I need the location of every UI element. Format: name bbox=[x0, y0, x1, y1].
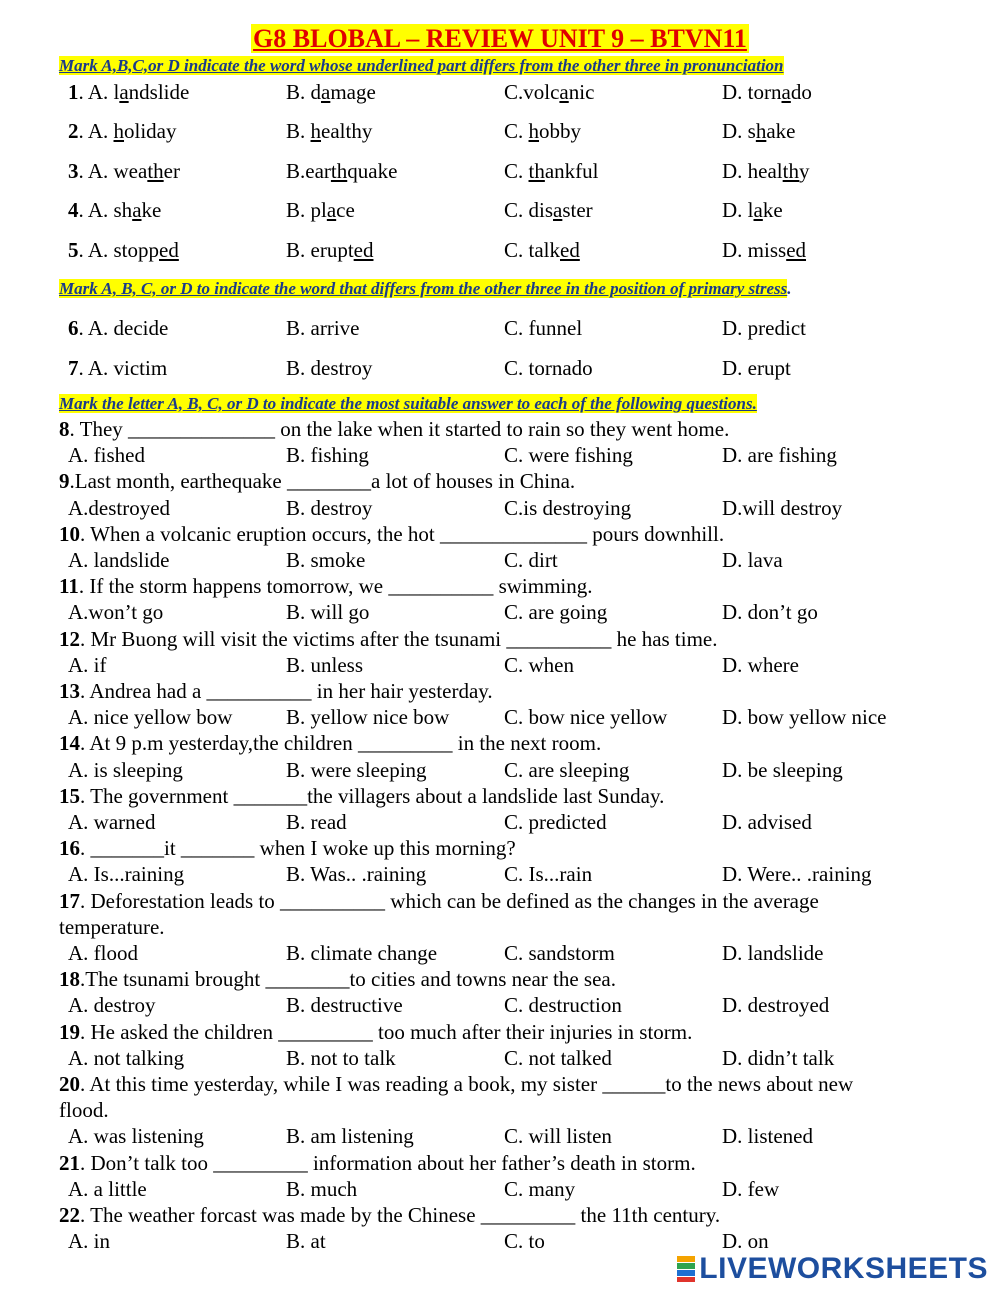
option-a: 6. A. decide bbox=[68, 316, 169, 340]
underlined-part: h bbox=[310, 119, 322, 143]
question-stem bbox=[59, 1071, 853, 1097]
option-c: C. hobby bbox=[504, 119, 582, 143]
option-c: C.volcanic bbox=[504, 80, 595, 104]
option-d: D. few bbox=[722, 1176, 780, 1201]
underlined-part: a bbox=[326, 198, 337, 222]
question-number: 1 bbox=[68, 80, 79, 104]
question-text: . Andrea had a __________ in her hair yesterday. bbox=[80, 679, 493, 703]
option-c: C. are going bbox=[504, 600, 608, 625]
question-number: 22 bbox=[59, 1203, 80, 1227]
option-b: B.earthquake bbox=[286, 159, 398, 183]
question-text: .The tsunami brought ________to cities and towns near the sea. bbox=[80, 967, 616, 992]
answer-row bbox=[0, 861, 1000, 887]
question-number: 16 bbox=[59, 836, 80, 861]
option-c: C. predicted bbox=[504, 810, 607, 834]
option-a: A. landslide bbox=[68, 548, 170, 572]
question-number: 11 bbox=[59, 574, 79, 599]
option-b: B. arrive bbox=[286, 316, 360, 340]
question-number: 18 bbox=[59, 967, 80, 992]
question-text: . The government _______the villagers about a landslide last Sunday. bbox=[80, 783, 665, 808]
option-b: B. at bbox=[286, 1229, 326, 1254]
underlined-part: a bbox=[781, 80, 791, 104]
underlined-part: h bbox=[113, 119, 125, 143]
option-b: B. yellow nice bow bbox=[286, 705, 450, 730]
option-c: C. Is...rain bbox=[504, 862, 593, 887]
question-text: . Deforestation leads to __________ which can be defined as the changes in the average bbox=[80, 888, 819, 913]
instruction-text: Mark A, B, C, or D to indicate the word that differs from the other three in the position of primary stress bbox=[59, 279, 788, 298]
option-b: B. fishing bbox=[286, 443, 369, 468]
option-a: A. in bbox=[68, 1229, 110, 1254]
question-text: . When a volcanic eruption occurs, the hot ______________ pours downhill. bbox=[80, 521, 725, 546]
answer-row bbox=[0, 1123, 1000, 1149]
option-b: B. climate change bbox=[286, 941, 438, 965]
option-d: D. on bbox=[722, 1229, 769, 1254]
option-c: C. are sleeping bbox=[504, 757, 630, 782]
option-c: C. when bbox=[504, 652, 574, 677]
question-stem bbox=[59, 783, 664, 809]
option-a: A. a little bbox=[68, 1176, 147, 1201]
question-text-continued: temperature. bbox=[59, 914, 165, 939]
question-row bbox=[0, 315, 1000, 341]
option-b: B. not to talk bbox=[286, 1045, 396, 1070]
option-d: D. didn’t talk bbox=[722, 1045, 835, 1070]
option-c: C. disaster bbox=[504, 198, 593, 222]
underlined-part: th bbox=[330, 159, 348, 183]
answer-row bbox=[0, 1228, 1000, 1254]
answer-row bbox=[0, 1045, 1000, 1071]
option-c: C. will listen bbox=[504, 1124, 612, 1149]
question-stem bbox=[59, 521, 724, 547]
option-a: A. Is...raining bbox=[68, 862, 185, 887]
question-number: 5 bbox=[68, 238, 79, 262]
option-b: B. place bbox=[286, 198, 355, 222]
question-number: 21 bbox=[59, 1150, 80, 1175]
option-d: D.will destroy bbox=[722, 495, 843, 520]
option-c: C. to bbox=[504, 1229, 545, 1254]
option-a: 3. A. weather bbox=[68, 159, 180, 183]
underlined-part: th bbox=[528, 159, 545, 183]
question-number: 12 bbox=[59, 626, 80, 651]
instruction-text: Mark A,B,C,or D indicate the word whose underlined part differs from the other three in pronunciation bbox=[59, 56, 784, 75]
option-d: D. healthy bbox=[722, 159, 810, 183]
question-number: 6 bbox=[68, 316, 79, 340]
question-number: 14 bbox=[59, 731, 80, 756]
answer-row bbox=[0, 442, 1000, 468]
answer-row bbox=[0, 992, 1000, 1018]
answer-row bbox=[0, 495, 1000, 521]
option-b: B. destroy bbox=[286, 356, 373, 380]
option-b: B. smoke bbox=[286, 548, 366, 572]
question-text: .Last month, earthequake ________a lot of houses in China. bbox=[69, 469, 576, 494]
question-text: . He asked the children _________ too much after their injuries in storm. bbox=[80, 1019, 693, 1044]
option-d: D. predict bbox=[722, 316, 806, 340]
underlined-part: a bbox=[132, 198, 142, 222]
underlined-part: a bbox=[559, 80, 569, 104]
option-a: 4. A. shake bbox=[68, 198, 162, 222]
option-d: D. erupt bbox=[722, 356, 791, 380]
option-d: D. missed bbox=[722, 238, 807, 262]
option-c: C. thankful bbox=[504, 159, 599, 183]
option-c: C. destruction bbox=[504, 993, 622, 1018]
underlined-part: th bbox=[147, 159, 164, 183]
question-number: 17 bbox=[59, 888, 80, 913]
instruction-text: Mark the letter A, B, C, or D to indicate the most suitable answer to each of the following questions. bbox=[59, 394, 757, 413]
underlined-part: a bbox=[321, 80, 331, 104]
option-b: B. erupted bbox=[286, 238, 374, 262]
question-text: . _______it _______ when I woke up this morning? bbox=[80, 836, 516, 861]
question-number: 19 bbox=[59, 1019, 80, 1044]
option-a: A. warned bbox=[68, 810, 156, 834]
answer-row bbox=[0, 1176, 1000, 1202]
option-b: B. destroy bbox=[286, 495, 373, 520]
option-d: D. landslide bbox=[722, 941, 824, 965]
question-text: . At this time yesterday, while I was reading a book, my sister ______to the news about new bbox=[80, 1072, 854, 1096]
question-stem bbox=[59, 730, 601, 756]
option-d: D. don’t go bbox=[722, 600, 818, 625]
question-text: . At 9 p.m yesterday,the children _________ in the next room. bbox=[80, 731, 602, 756]
question-text: . If the storm happens tomorrow, we __________ swimming. bbox=[78, 574, 593, 599]
option-b: B. were sleeping bbox=[286, 757, 427, 782]
question-text: . The weather forcast was made by the Chinese _________ the 11th century. bbox=[80, 1203, 721, 1227]
answer-row bbox=[0, 652, 1000, 678]
question-stem bbox=[59, 835, 516, 861]
question-number: 4 bbox=[68, 198, 79, 222]
underlined-part: th bbox=[782, 159, 799, 183]
question-text-continued: flood. bbox=[59, 1098, 109, 1123]
question-stem bbox=[59, 1150, 696, 1176]
answer-row bbox=[0, 704, 1000, 730]
option-a: 7. A. victim bbox=[68, 356, 168, 380]
liveworksheets-logo bbox=[677, 1252, 988, 1286]
option-b: B. read bbox=[286, 810, 347, 834]
logo-text: LIVEWORKSHEETS bbox=[699, 1252, 988, 1285]
option-d: D. bow yellow nice bbox=[722, 705, 887, 730]
question-number: 2 bbox=[68, 119, 79, 143]
underlined-part: a bbox=[753, 198, 763, 222]
question-stem bbox=[59, 888, 819, 914]
question-number: 13 bbox=[59, 679, 80, 703]
question-row bbox=[0, 158, 1000, 184]
question-stem bbox=[59, 416, 729, 442]
option-c: C.is destroying bbox=[504, 495, 632, 520]
option-a: A.won’t go bbox=[68, 600, 164, 625]
option-c: C. bow nice yellow bbox=[504, 705, 668, 730]
option-c: C. tornado bbox=[504, 356, 593, 380]
option-c: C. sandstorm bbox=[504, 941, 615, 965]
option-a: A. fished bbox=[68, 443, 145, 468]
option-b: B. will go bbox=[286, 600, 370, 625]
question-number: 20 bbox=[59, 1072, 80, 1096]
option-d: D. are fishing bbox=[722, 443, 837, 468]
question-text: . They ______________ on the lake when it started to rain so they went home. bbox=[69, 417, 730, 441]
option-d: D. tornado bbox=[722, 80, 812, 104]
option-c: C. not talked bbox=[504, 1045, 612, 1070]
answer-row bbox=[0, 757, 1000, 783]
option-d: D. shake bbox=[722, 119, 796, 143]
option-a: A. not talking bbox=[68, 1045, 185, 1070]
question-stem bbox=[59, 678, 493, 704]
underlined-part: h bbox=[755, 119, 767, 143]
option-a: A. destroy bbox=[68, 993, 156, 1018]
option-c: C. were fishing bbox=[504, 443, 633, 468]
question-stem bbox=[59, 1019, 692, 1045]
option-a: A. was listening bbox=[68, 1124, 204, 1149]
question-number: 9 bbox=[59, 469, 70, 494]
option-a: A. flood bbox=[68, 941, 138, 965]
option-a: 1. A. landslide bbox=[68, 80, 190, 104]
instruction bbox=[59, 394, 757, 414]
question-number: 7 bbox=[68, 356, 79, 380]
question-text: . Mr Buong will visit the victims after the tsunami __________ he has time. bbox=[80, 626, 718, 651]
option-a: 5. A. stopped bbox=[68, 238, 179, 262]
option-d: D. lava bbox=[722, 548, 783, 572]
question-row bbox=[0, 79, 1000, 105]
option-d: D. lake bbox=[722, 198, 783, 222]
question-stem bbox=[59, 468, 575, 494]
liveworksheets-logo-icon bbox=[677, 1256, 695, 1282]
answer-row bbox=[0, 809, 1000, 835]
underlined-part: ed bbox=[786, 238, 807, 262]
question-stem bbox=[59, 573, 593, 599]
question-stem bbox=[59, 1202, 720, 1228]
answer-row bbox=[0, 547, 1000, 573]
option-d: D. where bbox=[722, 652, 799, 677]
question-text: . Don’t talk too _________ information about her father’s death in storm. bbox=[80, 1150, 696, 1175]
option-a: A. if bbox=[68, 652, 107, 677]
option-b: B. much bbox=[286, 1176, 358, 1201]
page-title: G8 BLOBAL – REVIEW UNIT 9 – BTVN11 bbox=[253, 24, 747, 53]
question-number: 15 bbox=[59, 783, 80, 808]
question-row bbox=[0, 355, 1000, 381]
underlined-part: ed bbox=[159, 238, 179, 262]
instruction-end: . bbox=[787, 279, 792, 298]
instruction bbox=[59, 279, 792, 299]
option-a: A.destroyed bbox=[68, 495, 171, 520]
question-stem bbox=[59, 626, 718, 652]
option-d: D. advised bbox=[722, 810, 812, 834]
option-d: D. listened bbox=[722, 1124, 813, 1149]
question-number: 3 bbox=[68, 159, 79, 183]
option-c: C. funnel bbox=[504, 316, 583, 340]
option-a: 2. A. holiday bbox=[68, 119, 177, 143]
question-number: 8 bbox=[59, 417, 70, 441]
answer-row bbox=[0, 599, 1000, 625]
option-d: D. Were.. .raining bbox=[722, 862, 872, 887]
option-a: A. nice yellow bow bbox=[68, 705, 233, 730]
option-b: B. damage bbox=[286, 80, 376, 104]
underlined-part: a bbox=[119, 80, 129, 104]
instruction bbox=[59, 56, 784, 76]
underlined-part: ed bbox=[560, 238, 580, 262]
option-c: C. many bbox=[504, 1176, 576, 1201]
underlined-part: h bbox=[528, 119, 540, 143]
question-row bbox=[0, 237, 1000, 263]
question-number: 10 bbox=[59, 521, 80, 546]
question-row bbox=[0, 118, 1000, 144]
option-c: C. dirt bbox=[504, 548, 558, 572]
option-b: B. Was.. .raining bbox=[286, 862, 427, 887]
underlined-part: a bbox=[553, 198, 563, 222]
question-row bbox=[0, 197, 1000, 223]
option-c: C. talked bbox=[504, 238, 580, 262]
option-d: D. destroyed bbox=[722, 993, 830, 1018]
option-b: B. destructive bbox=[286, 993, 403, 1018]
question-stem bbox=[59, 966, 616, 992]
option-d: D. be sleeping bbox=[722, 757, 843, 782]
option-a: A. is sleeping bbox=[68, 757, 183, 782]
underlined-part: ed bbox=[353, 238, 374, 262]
option-b: B. unless bbox=[286, 652, 364, 677]
option-b: B. healthy bbox=[286, 119, 373, 143]
option-b: B. am listening bbox=[286, 1124, 414, 1149]
answer-row bbox=[0, 940, 1000, 966]
